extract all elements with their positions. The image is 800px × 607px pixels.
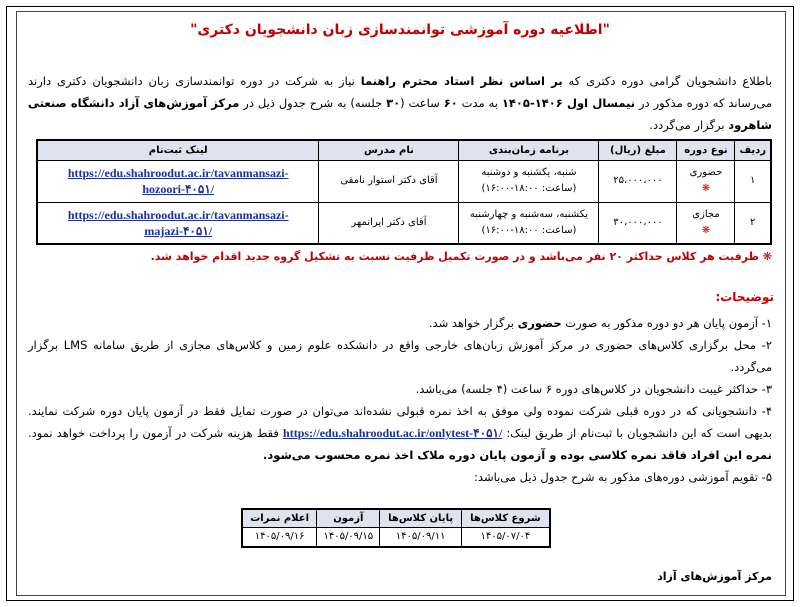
notes-list <box>28 312 772 488</box>
value-end: ۱۴۰۵/۰۹/۱۱ <box>380 527 461 547</box>
row-teacher: آقای دکتر ایرانمهر <box>319 202 459 244</box>
row-teacher: آقای دکتر استوار نامقی <box>319 160 459 202</box>
schedule-table <box>241 508 551 548</box>
schedule-days: یکشنبه، سه‌شنبه و چهارشنبه <box>469 208 589 220</box>
courses-table <box>36 139 772 245</box>
header-price: مبلغ (ریال) <box>599 140 677 160</box>
intro-text: برگزار می‌گردد. <box>649 118 729 132</box>
notes-title: توضیحات: <box>715 290 774 304</box>
header-type: نوع دوره <box>677 140 735 160</box>
header-teacher: نام مدرس <box>319 140 459 160</box>
type-label: حضوری <box>689 167 723 178</box>
row-price: ۲۵،۰۰۰،۰۰۰ <box>599 160 677 202</box>
note-text: برگزار خواهد شد. <box>428 316 518 330</box>
header-start: شروع کلاس‌ها <box>461 509 550 527</box>
header-link: لینک ثبت‌نام <box>37 140 319 160</box>
schedule-days: شنبه، یکشنبه و دوشنبه <box>481 167 577 178</box>
registration-link[interactable]: https://edu.shahroodut.ac.ir/tavanmansazi-hozoori-۴۰۵۱/ <box>37 160 319 202</box>
header-grades: اعلام نمرات <box>242 509 317 527</box>
row-type <box>677 160 735 202</box>
intro-text: جلسه) به شرح جدول ذیل در <box>239 96 387 110</box>
row-type <box>677 202 735 244</box>
header-end: پایان کلاس‌ها <box>380 509 461 527</box>
onlytest-link[interactable]: https://edu.shahroodut.ac.ir/onlytest-۴۰۵۱/ <box>283 426 503 440</box>
intro-paragraph <box>28 70 772 136</box>
intro-bold: ۶۰ <box>443 96 458 110</box>
table-row <box>242 527 550 547</box>
row-price: ۳۰،۰۰۰،۰۰۰ <box>599 202 677 244</box>
note-text: ۱- آزمون پایان هر دو دوره مذکور به صورت <box>561 316 772 330</box>
row-schedule <box>459 202 599 244</box>
intro-text: باطلاع دانشجویان گرامی دوره دکتری که <box>562 74 773 88</box>
intro-bold: مرکز آموزش‌های آزاد دانشگاه صنعتی شاهرود <box>28 96 772 132</box>
note-item <box>28 312 772 334</box>
row-num: ۲ <box>735 202 771 244</box>
intro-bold: بر اساس نظر استاد محترم راهنما <box>360 74 563 88</box>
schedule-header-row <box>242 509 550 527</box>
intro-bold: ۳۰ <box>386 96 401 110</box>
page-title: "اطلاعیه دوره آموزشی توانمندسازی زبان دانشجویان دکتری" <box>190 22 610 38</box>
registration-link[interactable]: https://edu.shahroodut.ac.ir/tavanmansazi-majazi-۴۰۵۱/ <box>37 202 319 244</box>
note-bold: حضوری <box>517 316 562 330</box>
schedule-time: (ساعت: ۱۸:۰۰-۱۶:۰۰) <box>481 224 577 236</box>
type-label: مجازی <box>692 208 720 220</box>
table-header-row <box>37 140 771 160</box>
note-item <box>28 400 772 466</box>
header-schedule: برنامه زمان‌بندی <box>459 140 599 160</box>
note-item: ۵- تقویم آموزشی دوره‌های مذکور به شرح جدول ذیل می‌باشد: <box>474 470 772 484</box>
footer-signature: مرکز آموزش‌های آزاد <box>657 570 772 583</box>
row-num: ۱ <box>735 160 771 202</box>
intro-text: نیاز به شرکت در دوره توانمندسازی زبان دانشجویان دکتری دارند می‌رساند که دوره مذکور در <box>28 74 773 110</box>
note-bold: نمره این افراد فاقد نمره کلاسی بوده و آزمون پایان دوره ملاک اخذ نمره محسوب می‌شود. <box>263 448 772 462</box>
table-row <box>37 202 771 244</box>
intro-bold: نیمسال اول ۱۴۰۶-۱۴۰۵ <box>501 96 636 110</box>
star-icon: ❋ <box>701 224 711 236</box>
note-item: ۳- حداکثر غیبت دانشجویان در کلاس‌های دوره ۶ ساعت (۴ جلسه) می‌باشد. <box>415 382 772 396</box>
table-row <box>37 160 771 202</box>
header-num: ردیف <box>735 140 771 160</box>
capacity-note: ❋ ظرفیت هر کلاس حداکثر ۲۰ نفر می‌باشد و در صورت تکمیل ظرفیت نسبت به تشکیل گروه جدید اقدام خواهد شد. <box>150 250 772 263</box>
note-text: فقط هزینه شرکت در آزمون را پرداخت خواهد نمود. <box>28 426 284 440</box>
value-start: ۱۴۰۵/۰۷/۰۴ <box>461 527 550 547</box>
star-icon: ❋ <box>701 183 711 194</box>
intro-text: ساعت ( <box>400 96 444 110</box>
note-text: ۴- دانشجویانی که در دوره قبلی شرکت نموده ولی موفق به اخذ نمره قبولی نشده‌اند می‌توان در صورت تمایل فقط در آزمون پایان دوره شرکت نمایند. بدیهی است که این دانشجویان با ثبت‌نام از طریق لینک: <box>28 404 772 440</box>
note-item: ۲- محل برگزاری کلاس‌های حضوری در مرکز آموزش زبان‌های خارجی واقع در دانشکده علوم زمین و کلاس‌های مجازی از طریق سامانه LMS برگزار می‌گردد. <box>28 338 772 374</box>
intro-text: به مدت <box>457 96 502 110</box>
row-schedule <box>459 160 599 202</box>
value-exam: ۱۴۰۵/۰۹/۱۵ <box>317 527 380 547</box>
schedule-time: (ساعت: ۱۸:۰۰-۱۶:۰۰) <box>481 183 577 194</box>
header-exam: آزمون <box>317 509 380 527</box>
value-grades: ۱۴۰۵/۰۹/۱۶ <box>242 527 317 547</box>
